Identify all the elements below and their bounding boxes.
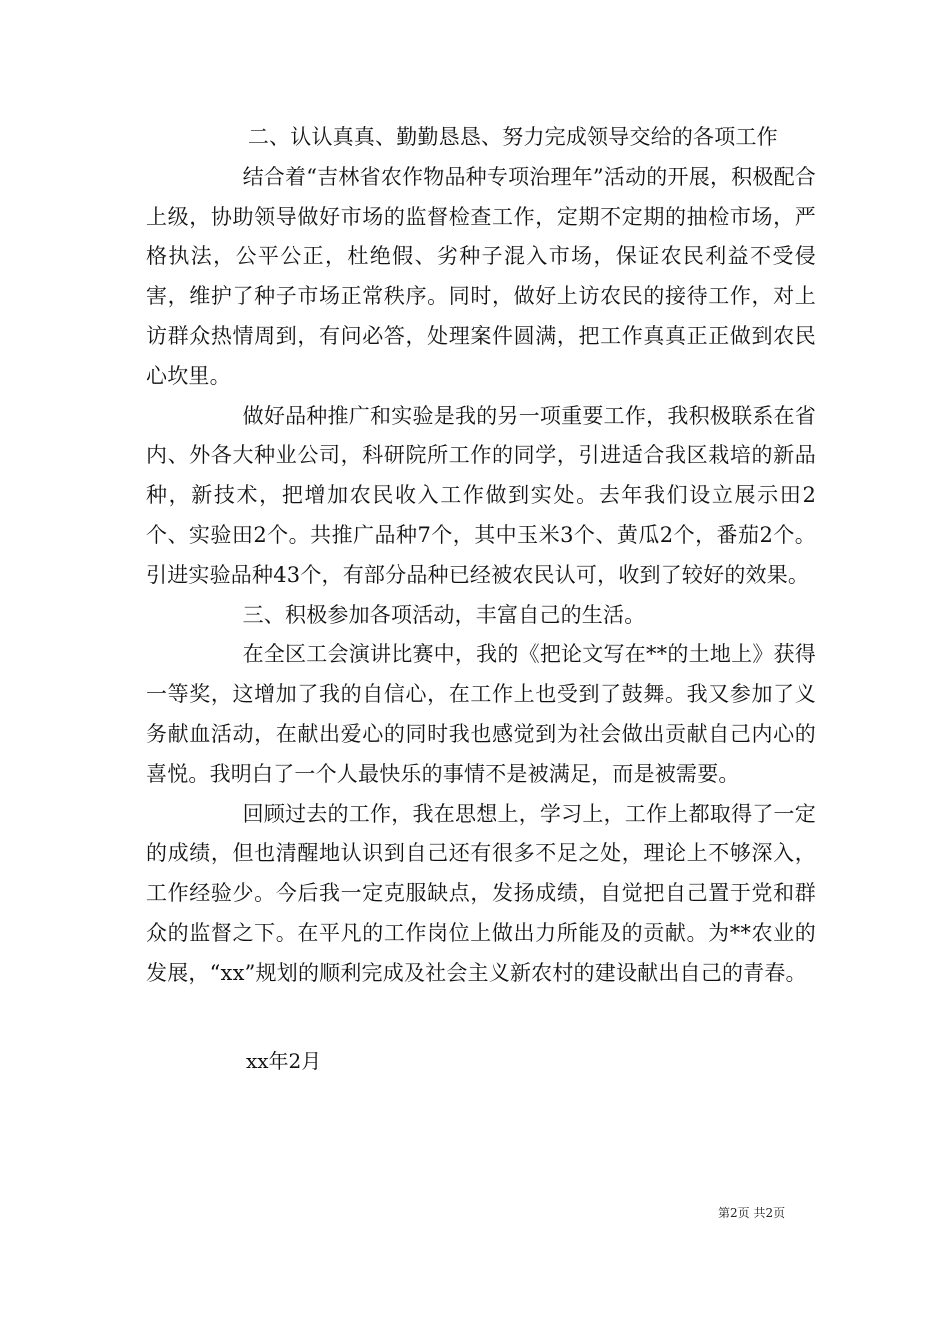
section-heading-3: 三、积极参加各项活动，丰富自己的生活。	[242, 602, 646, 627]
paragraph-activities: 在全区工会演讲比赛中，我的《把论文写在**的土地上》获得一等奖，这增加了我的自信心，在工作上也受到了鼓舞。我又参加了义务献血活动，在献出爱心的同时我也感觉到为社会做出贡献自己内心的喜悦。我明白了一个人最快乐的事情不是被满足，而是被需要。	[146, 642, 816, 786]
paragraph-market-supervision: 结合着“吉林省农作物品种专项治理年”活动的开展，积极配合上级，协助领导做好市场的监督检查工作，定期不定期的抽检市场，严格执法，公平公正，杜绝假、劣种子混入市场，保证农民利益不受侵害，维护了种子市场正常秩序。同时，做好上访农民的接待工作，对上访群众热情周到，有问必答，处理案件圆满，把工作真真正正做到农民心坎里。	[146, 164, 816, 388]
paragraph-variety-promotion: 做好品种推广和实验是我的另一项重要工作，我积极联系在省内、外各大种业公司，科研院所工作的同学，引进适合我区栽培的新品种，新技术，把增加农民收入工作做到实处。去年我们设立展示田2个、实验田2个。共推广品种7个，其中玉米3个、黄瓜2个，番茄2个。引进实验品种43个，有部分品种已经被农民认可，收到了较好的效果。	[146, 403, 816, 587]
document-date: xx年2月	[246, 1049, 322, 1073]
paragraph-review: 回顾过去的工作，我在思想上，学习上，工作上都取得了一定的成绩，但也清醒地认识到自己还有很多不足之处，理论上不够深入，工作经验少。今后我一定克服缺点，发扬成绩，自觉把自己置于党和群众的监督之下。在平凡的工作岗位上做出力所能及的贡献。为**农业的发展，“xx”规划的顺利完成及社会主义新农村的建设献出自己的青春。	[146, 801, 816, 985]
page-footer: 第2页 共2页	[718, 1206, 786, 1220]
document-body	[146, 118, 816, 994]
section-heading-2: 二、认认真真、勤勤恳恳、努力完成领导交给的各项工作	[247, 125, 778, 149]
